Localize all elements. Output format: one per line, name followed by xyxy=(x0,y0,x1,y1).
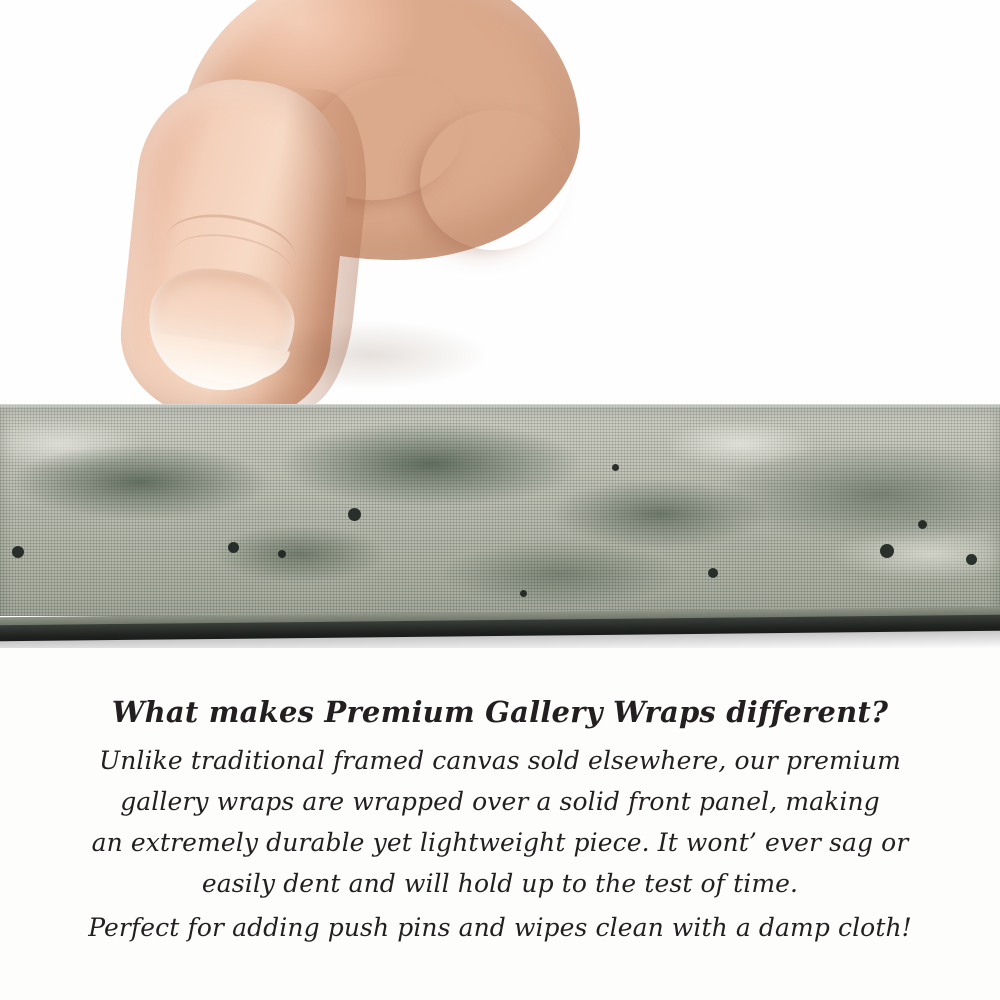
canvas-speck xyxy=(348,508,361,521)
caption-line-3: an extremely durable yet lightweight piece. It wont’ ever sag or xyxy=(91,828,909,857)
canvas-speck xyxy=(708,568,718,578)
caption-closing-line: Perfect for adding push pins and wipes clean with a damp cloth! xyxy=(88,913,912,942)
canvas-speck xyxy=(278,550,286,558)
caption-heading: What makes Premium Gallery Wraps different? xyxy=(111,695,889,729)
canvas-speck xyxy=(612,464,619,471)
canvas-print-surface xyxy=(0,404,1000,616)
caption-block xyxy=(0,690,1000,948)
canvas-speck xyxy=(966,554,977,565)
canvas-wrap-edge xyxy=(0,404,1000,648)
canvas-speck xyxy=(918,520,927,529)
canvas-top-highlight xyxy=(0,404,1000,409)
hand-shadow xyxy=(250,320,490,390)
caption-line-1: Unlike traditional framed canvas sold elsewhere, our premium xyxy=(99,746,901,775)
canvas-speck xyxy=(228,542,239,553)
canvas-speck xyxy=(520,590,527,597)
caption-line-2: gallery wraps are wrapped over a solid front panel, making xyxy=(120,787,880,816)
caption-line-4: easily dent and will hold up to the test of time. xyxy=(201,869,799,898)
canvas-speck xyxy=(880,544,894,558)
hand-illustration xyxy=(120,0,590,430)
canvas-speck xyxy=(12,546,24,558)
